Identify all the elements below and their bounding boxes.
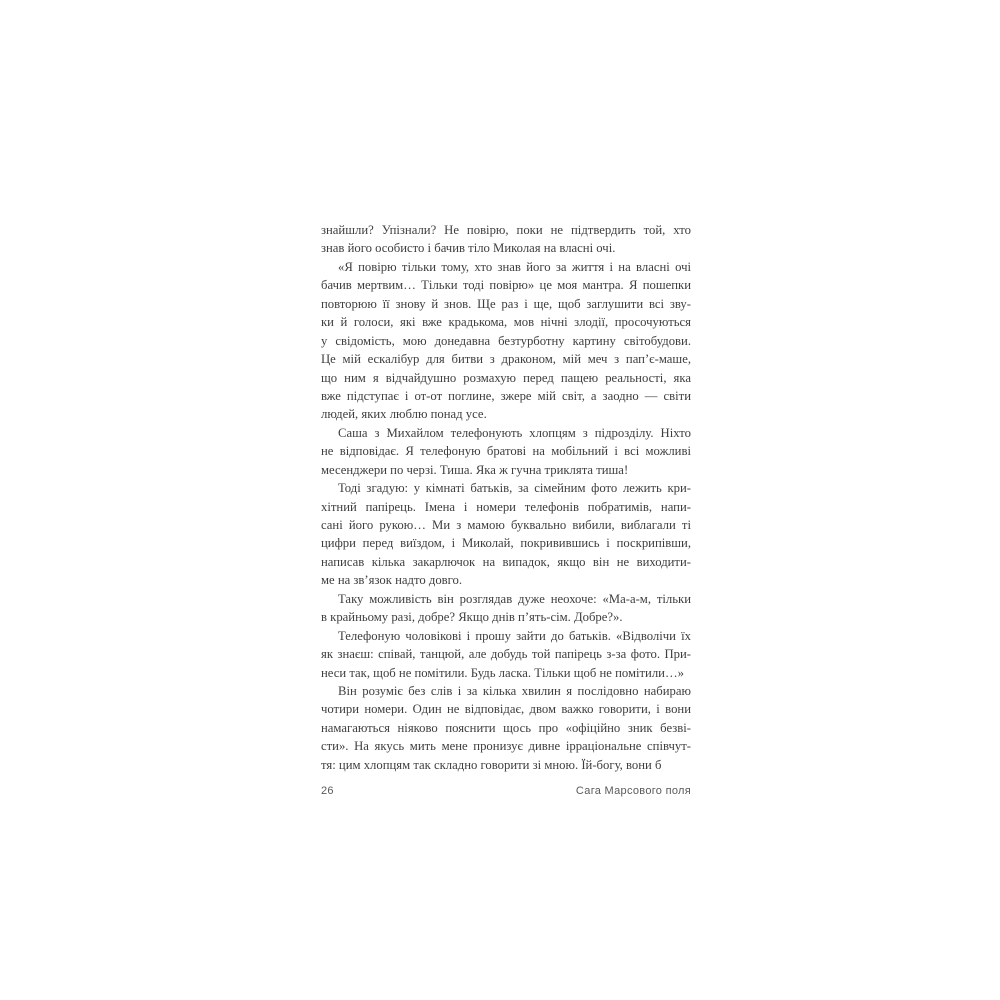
text-line: не відповідає. Я телефоную братові на мобільний і всі можливі <box>321 444 691 459</box>
text-line: чотири номери. Один не відповідає, двом важко говорити, і вони <box>321 702 691 717</box>
text-line: неси так, щоб не помітили. Будь ласка. Тільки щоб не помітили…» <box>321 665 684 680</box>
text-line: сані його рукою… Ми з мамою буквально вибили, виблагали ті <box>321 518 691 532</box>
text-line: як знаєш: співай, танцюй, але добудь той папірець з-за фото. При- <box>321 647 691 662</box>
paragraph <box>321 424 691 479</box>
text-line: вже підступає і от-от поглине, зжере мій світ, а заодно — світи <box>321 388 691 403</box>
text-line: написав кілька закарлючок на випадок, якщо він не виходити- <box>321 554 691 569</box>
paragraph <box>321 221 691 258</box>
paragraph <box>321 479 691 590</box>
page-number: 26 <box>321 785 334 797</box>
text-line: знайшли? Упізнали? Не повірю, поки не підтвердить той, хто <box>321 223 691 237</box>
running-title: Сага Марсового поля <box>575 785 691 797</box>
text-line: месенджери по черзі. Тиша. Яка ж гучна триклята тиша! <box>321 462 629 477</box>
page-footer <box>321 785 691 797</box>
text-line: людей, яких люблю понад усе. <box>321 407 487 422</box>
text-line: у свідомість, мою донедавна безтурботну картину світобудови. <box>321 333 691 348</box>
paragraph <box>321 627 691 682</box>
text-line: намагаються ніяково пояснити щось про «офіційно зник безві- <box>321 720 691 735</box>
text-line: Саша з Михайлом телефонують хлопцям з підрозділу. Ніхто <box>338 425 691 440</box>
text-line: ме на зв’язок надто довго. <box>321 573 463 588</box>
text-line: Він розуміє без слів і за кілька хвилин я послідовно набираю <box>338 683 691 698</box>
text-line: цифри перед виїздом, і Миколай, покривившись і поскрипівши, <box>321 536 691 551</box>
text-line: що ним я відчайдушно розмахую перед пащею реальності, яка <box>321 370 691 385</box>
body-text <box>321 221 691 774</box>
text-line: сти». На якусь мить мене пронизує дивне ірраціональне співчут- <box>321 739 691 754</box>
text-line: Телефоную чоловікові і прошу зайти до батьків. «Відволічи їх <box>338 628 691 643</box>
paragraph <box>321 258 691 424</box>
paragraph <box>321 682 691 774</box>
text-line: Тоді згадую: у кімнаті батьків, за сімейним фото лежить кри- <box>338 481 691 496</box>
text-line: Таку можливість він розглядав дуже неохоче: «Ма-а-м, тільки <box>338 591 691 606</box>
text-line: Це мій ескалібур для битви з драконом, мій меч з пап’є-маше, <box>321 352 691 367</box>
paragraph <box>321 590 691 627</box>
text-line: хітний папірець. Імена і номери телефонів побратимів, напи- <box>321 499 691 514</box>
text-line: тя: цим хлопцям так складно говорити зі мною. Їй-богу, вони б <box>321 757 662 772</box>
text-line: повторюю її знову й знов. Ще раз і ще, щоб заглушити всі зву- <box>321 296 691 311</box>
text-line: знав його особисто і бачив тіло Миколая на власні очі. <box>321 241 616 256</box>
text-line: «Я повірю тільки тому, хто знав його за життя і на власні очі <box>338 259 691 274</box>
text-line: ки й голоси, які вже крадькома, мов нічні злодії, просочуються <box>321 315 691 330</box>
text-line: бачив мертвим… Тільки тоді повірю» це моя мантра. Я пошепки <box>321 278 691 293</box>
text-line: в крайньому разі, добре? Якщо днів п’ять-сім. Добре?». <box>321 610 623 625</box>
